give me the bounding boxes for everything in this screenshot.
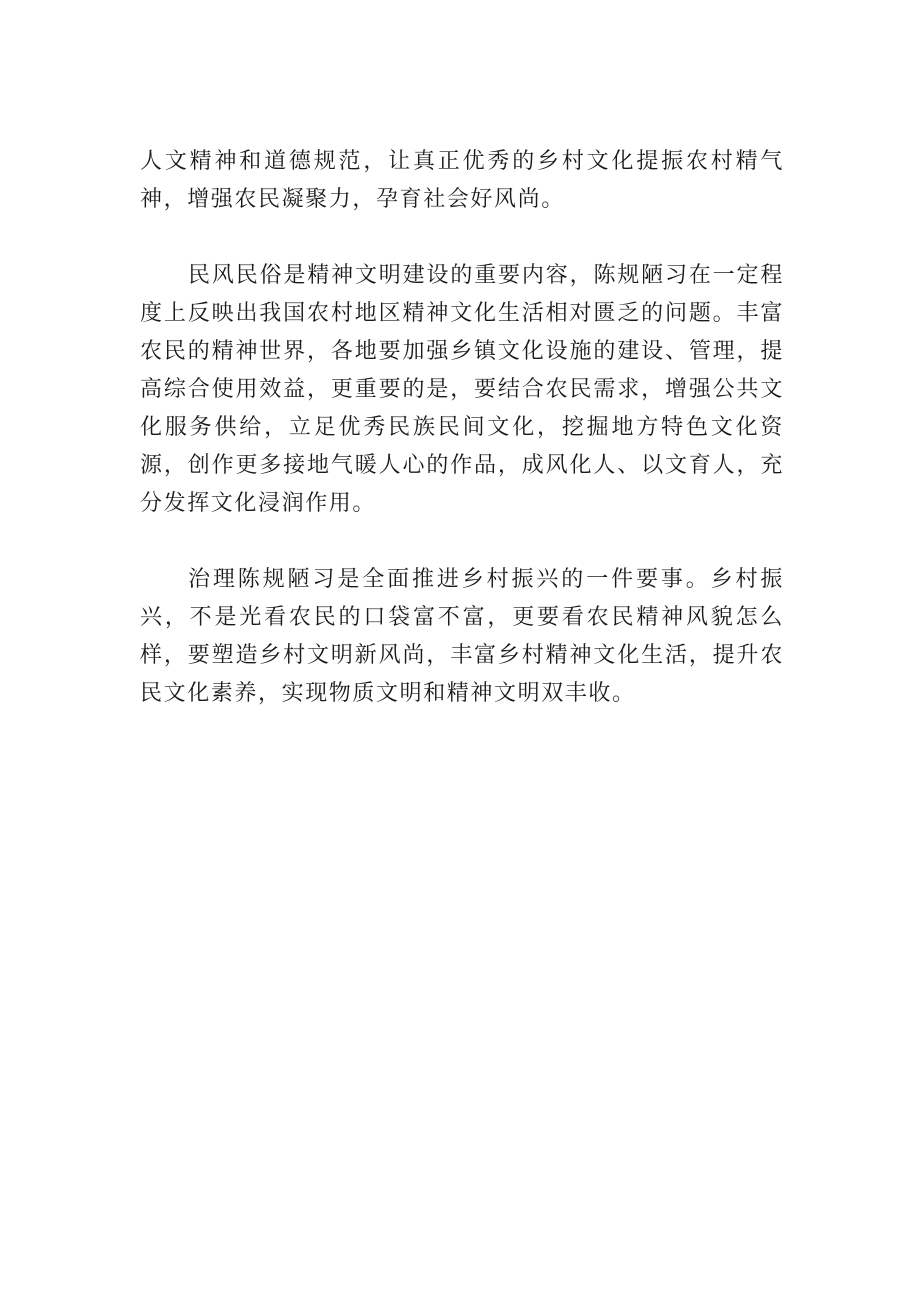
- paragraph-1: 人文精神和道德规范，让真正优秀的乡村文化提振农村精气神，增强农民凝聚力，孕育社会好风尚。: [140, 149, 784, 212]
- document-body: [140, 143, 784, 713]
- paragraph-3: 治理陈规陋习是全面推进乡村振兴的一件要事。乡村振兴，不是光看农民的口袋富不富，更要看农民精神风貌怎么样，要塑造乡村文明新风尚，丰富乡村精神文化生活，提升农民文化素养，实现物质文明和精神文明双丰收。: [140, 567, 784, 706]
- paragraph-2: 民风民俗是精神文明建设的重要内容，陈规陋习在一定程度上反映出我国农村地区精神文化生活相对匮乏的问题。丰富农民的精神世界，各地要加强乡镇文化设施的建设、管理，提高综合使用效益，更重要的是，要结合农民需求，增强公共文化服务供给，立足优秀民族民间文化，挖掘地方特色文化资源，创作更多接地气暖人心的作品，成风化人、以文育人，充分发挥文化浸润作用。: [140, 263, 784, 516]
